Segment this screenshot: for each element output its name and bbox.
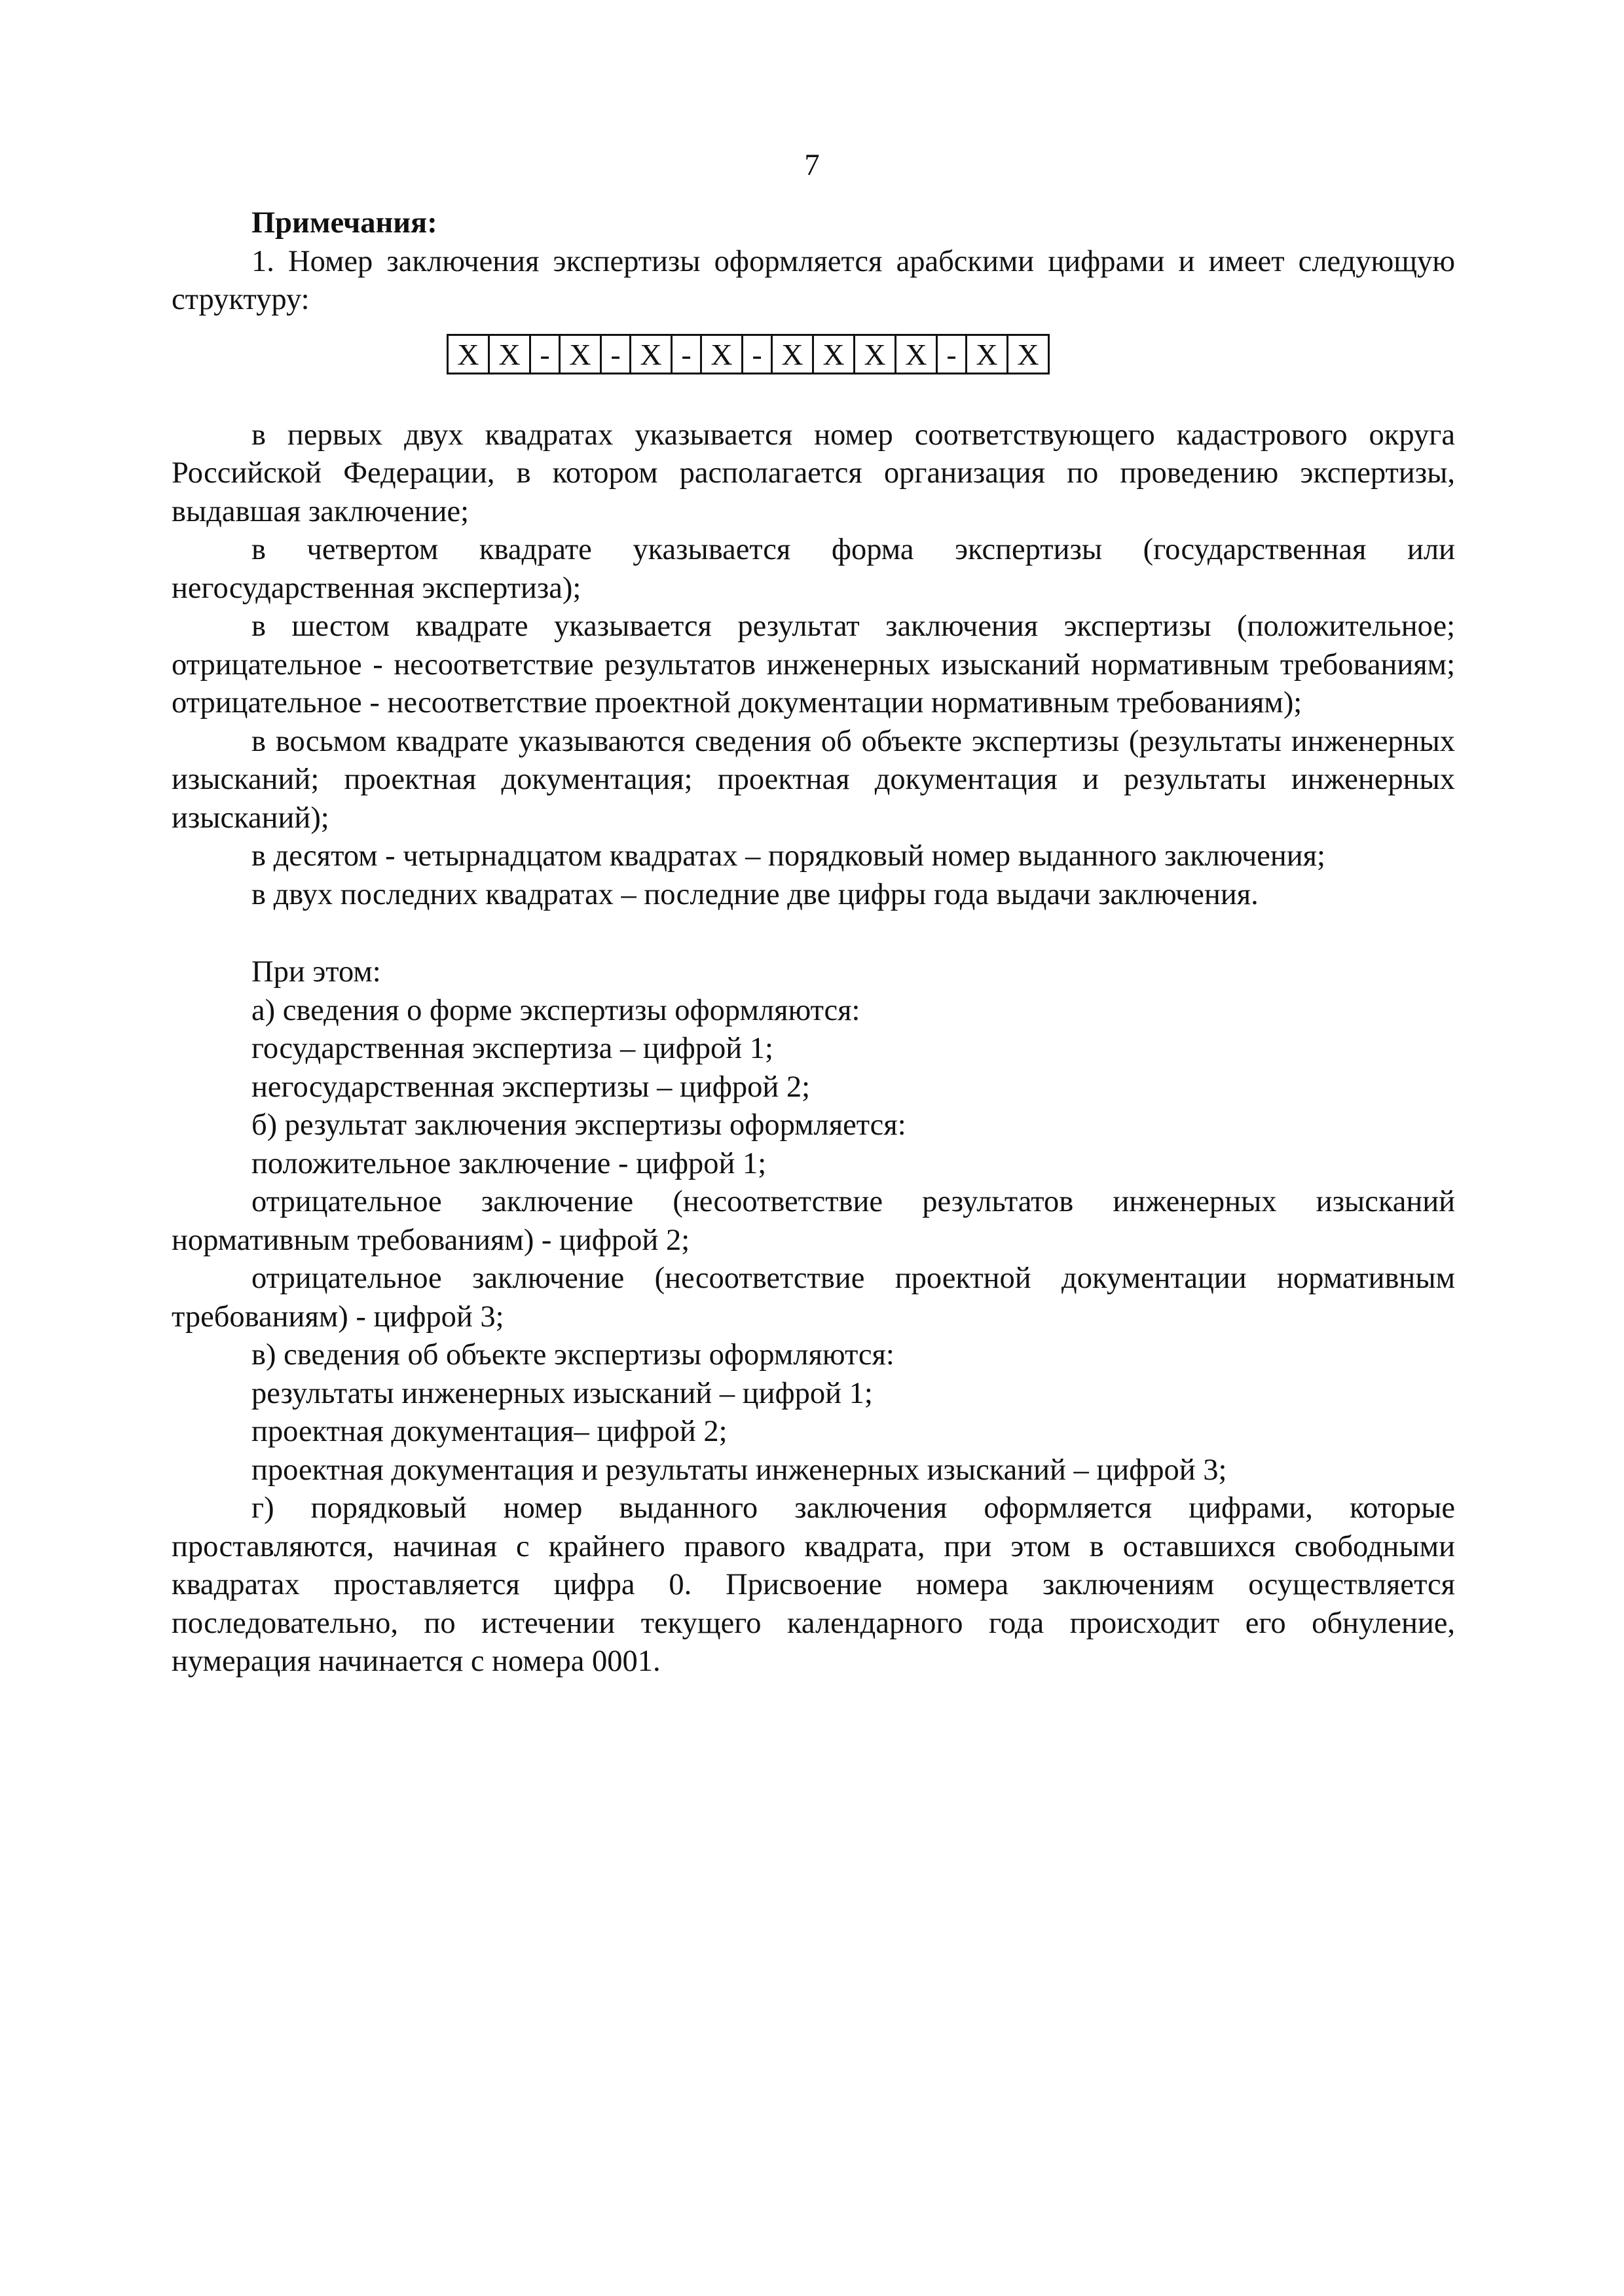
squares-description xyxy=(172,416,1455,915)
structure-box: - xyxy=(673,336,702,373)
page-number: 7 xyxy=(804,148,820,182)
structure-box: - xyxy=(938,336,967,373)
structure-box: - xyxy=(531,336,561,373)
square-description-paragraph: в двух последних квадратах – последние две цифры года выдачи заключения. xyxy=(251,877,1259,911)
structure-box: X xyxy=(967,336,1008,373)
rule-paragraph: г) порядковый номер выданного заключения оформляется цифрами, которые проставляются, начиная с крайнего правого квадрата, при этом в оставшихся свободными квадратах проставляется цифра 0. Присвоение номера заключениям осуществляется последовательно, по истечении текущего календарного года происходит его обнуление, нумерация начинается с номера 0001. xyxy=(172,1491,1455,1678)
square-description-paragraph: в десятом - четырнадцатом квадратах – порядковый номер выданного заключения; xyxy=(251,839,1325,873)
structure-box: - xyxy=(743,336,773,373)
rule-paragraph: отрицательное заключение (несоответствие результатов инженерных изысканий нормативным требованиям) - цифрой 2; xyxy=(172,1185,1455,1257)
structure-box: X xyxy=(773,336,814,373)
square-description-paragraph: в восьмом квадрате указываются сведения об объекте экспертизы (результаты инженерных изысканий; проектная документация; проектная документация и результаты инженерных изысканий); xyxy=(172,724,1455,835)
rule-paragraph: проектная документация и результаты инженерных изысканий – цифрой 3; xyxy=(251,1453,1227,1487)
rule-paragraph: При этом: xyxy=(251,955,381,989)
structure-box: X xyxy=(814,336,855,373)
structure-box: X xyxy=(896,336,938,373)
structure-box: X xyxy=(490,336,531,373)
structure-box: X xyxy=(1008,336,1050,373)
structure-boxes xyxy=(447,334,1050,374)
rule-paragraph: а) сведения о форме экспертизы оформляются: xyxy=(251,993,860,1027)
rules-description xyxy=(172,953,1455,1681)
rule-paragraph: б) результат заключения экспертизы оформляется: xyxy=(251,1108,906,1142)
square-description-paragraph: в первых двух квадратах указывается номер соответствующего кадастрового округа Российской Федерации, в котором располагается организация по проведению экспертизы, выдавшая заключение; xyxy=(172,418,1455,528)
rule-paragraph: положительное заключение - цифрой 1; xyxy=(251,1146,767,1180)
rule-paragraph: негосударственная экспертизы – цифрой 2; xyxy=(251,1070,811,1104)
square-description-paragraph: в четвертом квадрате указывается форма экспертизы (государственная или негосударственная экспертиза); xyxy=(172,533,1455,605)
intro-paragraph: 1. Номер заключения экспертизы оформляется арабскими цифрами и имеет следующую структуру: xyxy=(172,244,1455,316)
structure-box: X xyxy=(561,336,602,373)
rule-paragraph: государственная экспертиза – цифрой 1; xyxy=(251,1032,773,1065)
rule-paragraph: отрицательное заключение (несоответствие проектной документации нормативным требованиям) - цифрой 3; xyxy=(172,1262,1455,1334)
rule-paragraph: результаты инженерных изысканий – цифрой 1; xyxy=(251,1376,873,1410)
notes-section xyxy=(172,204,1455,1681)
rule-paragraph: проектная документация– цифрой 2; xyxy=(251,1415,728,1448)
square-description-paragraph: в шестом квадрате указывается результат заключения экспертизы (положительное; отрицательное - несоответствие результатов инженерных изысканий нормативным требованиям; отрицательное - несоответствие проектной документации нормативным требованиям); xyxy=(172,610,1455,720)
notes-heading: Примечания: xyxy=(251,206,437,240)
structure-box: X xyxy=(855,336,896,373)
structure-box: X xyxy=(449,336,490,373)
structure-box: - xyxy=(602,336,631,373)
structure-box: X xyxy=(631,336,673,373)
rule-paragraph: в) сведения об объекте экспертизы оформляются: xyxy=(251,1338,895,1372)
structure-box: X xyxy=(702,336,743,373)
number-structure-diagram xyxy=(172,334,1455,377)
